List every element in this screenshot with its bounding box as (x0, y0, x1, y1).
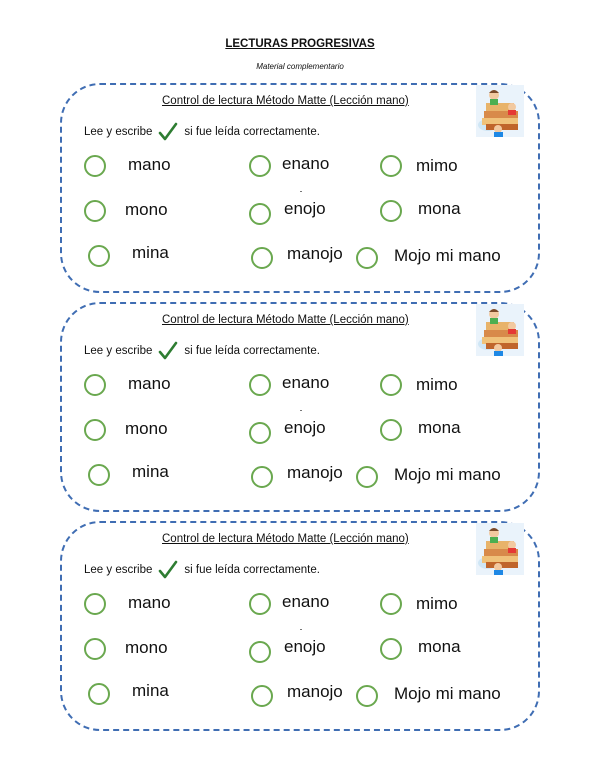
answer-circle[interactable] (84, 419, 106, 441)
reading-word: mimo (416, 375, 458, 394)
stray-mark (300, 191, 302, 192)
answer-circle[interactable] (249, 641, 271, 663)
answer-circle[interactable] (249, 155, 271, 177)
reading-word: mimo (416, 156, 458, 175)
answer-circle[interactable] (251, 466, 273, 488)
reading-word: Mojo mi mano (394, 684, 501, 703)
reading-control-card-3 (60, 521, 540, 731)
answer-circle[interactable] (249, 593, 271, 615)
reading-word: enojo (284, 199, 326, 218)
reading-word: mimo (416, 594, 458, 613)
reading-word: Mojo mi mano (394, 246, 501, 265)
answer-circle[interactable] (84, 374, 106, 396)
stray-mark (300, 410, 302, 411)
page-subtitle: Material complementario (256, 62, 344, 71)
reading-word: mona (418, 418, 461, 437)
answer-circle[interactable] (380, 593, 402, 615)
instruction-line (84, 560, 320, 580)
answer-circle[interactable] (249, 203, 271, 225)
answer-circle[interactable] (249, 374, 271, 396)
answer-circle[interactable] (88, 464, 110, 486)
reading-word: mina (132, 243, 169, 262)
reading-word: Mojo mi mano (394, 465, 501, 484)
card-heading: Control de lectura Método Matte (Lección mano) (162, 314, 409, 326)
answer-circle[interactable] (251, 685, 273, 707)
answer-circle[interactable] (88, 245, 110, 267)
checkmark-icon (158, 560, 178, 580)
reading-word: enojo (284, 637, 326, 656)
answer-circle[interactable] (356, 247, 378, 269)
reading-word: enano (282, 592, 330, 611)
children-reading-books-icon (476, 523, 524, 575)
answer-circle[interactable] (380, 419, 402, 441)
answer-circle[interactable] (356, 685, 378, 707)
instruction-text-before: Lee y escribe (84, 345, 153, 357)
instruction-text-after: si fue leída correctamente. (184, 126, 320, 138)
reading-word: enano (282, 154, 330, 173)
reading-word: manojo (287, 682, 343, 701)
children-reading-books-icon (476, 85, 524, 137)
reading-word: mano (128, 593, 171, 612)
answer-circle[interactable] (251, 247, 273, 269)
reading-word: enojo (284, 418, 326, 437)
stray-mark (300, 629, 302, 630)
reading-word: manojo (287, 244, 343, 263)
checkmark-icon (158, 122, 178, 142)
answer-circle[interactable] (84, 200, 106, 222)
answer-circle[interactable] (380, 200, 402, 222)
card-heading: Control de lectura Método Matte (Lección mano) (162, 533, 409, 545)
checkmark-icon (158, 341, 178, 361)
page-title: LECTURAS PROGRESIVAS (225, 38, 375, 50)
answer-circle[interactable] (380, 638, 402, 660)
reading-control-card-2 (60, 302, 540, 512)
answer-circle[interactable] (249, 422, 271, 444)
instruction-text-after: si fue leída correctamente. (184, 564, 320, 576)
reading-word: mano (128, 155, 171, 174)
reading-word: enano (282, 373, 330, 392)
reading-word: mano (128, 374, 171, 393)
instruction-text-before: Lee y escribe (84, 126, 153, 138)
answer-circle[interactable] (88, 683, 110, 705)
answer-circle[interactable] (380, 155, 402, 177)
answer-circle[interactable] (84, 593, 106, 615)
instruction-line (84, 122, 320, 142)
instruction-text-before: Lee y escribe (84, 564, 153, 576)
reading-word: mono (125, 638, 168, 657)
reading-word: mona (418, 199, 461, 218)
instruction-line (84, 341, 320, 361)
reading-word: manojo (287, 463, 343, 482)
instruction-text-after: si fue leída correctamente. (184, 345, 320, 357)
reading-word: mina (132, 681, 169, 700)
reading-word: mina (132, 462, 169, 481)
answer-circle[interactable] (380, 374, 402, 396)
answer-circle[interactable] (356, 466, 378, 488)
answer-circle[interactable] (84, 155, 106, 177)
children-reading-books-icon (476, 304, 524, 356)
reading-word: mono (125, 419, 168, 438)
reading-word: mona (418, 637, 461, 656)
reading-word: mono (125, 200, 168, 219)
answer-circle[interactable] (84, 638, 106, 660)
reading-control-card-1 (60, 83, 540, 293)
card-heading: Control de lectura Método Matte (Lección mano) (162, 95, 409, 107)
